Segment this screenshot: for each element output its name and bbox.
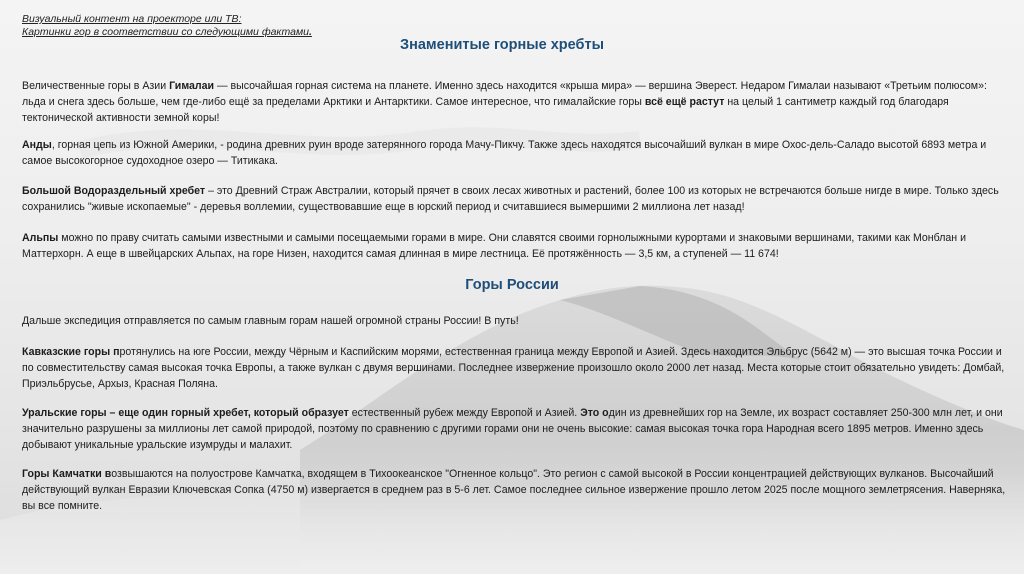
heading-russia-mountains: Горы России <box>465 277 559 293</box>
text: — высочайшая горная система на планете. Именно здесь находится «крыша мира» — вершина Эверест. Недаром Гималаи называют «Третьим полюсом»: льда и снега здесь больше, чем где-либо ещё за пределами Арктики и Антарктики. Самое интересное, что гималайские горы <box>22 80 987 108</box>
text: Величественные горы в Азии <box>22 80 170 92</box>
bold-text: всё ещё растут <box>644 95 725 108</box>
note-line-1: Визуальный контент на проекторе или ТВ: <box>22 13 242 25</box>
paragraph-kamchatka <box>22 467 1007 514</box>
text: дин из древнейших гор на Земле, их возраст составляет 250-300 млн лет, и они значительно разрушены за миллионы лет самой природой, поэтому по сравнению с другими горами они не очень высокие: самая высокая точка гора Народная всего 1895 метров. Именно здесь добывают уникальные уральские изумруды и малахит. <box>22 407 1003 451</box>
paragraph-himalayas <box>22 79 1007 126</box>
paragraph-great-dividing-range <box>22 184 1007 216</box>
bold-text: Это о <box>580 407 609 419</box>
text: , горная цепь из Южной Америки, - родина древних руин вроде затерянного города Мачу-Пикчу. Также здесь находятся высочайший вулкан в мире Охос-дель-Саладо высотой 6893 метра и самое высокогорное судоходное озеро — Титикака. <box>22 139 987 167</box>
text: Дальше экспедиция отправляется по самым главным горам нашей огромной страны России! В путь! <box>22 315 519 327</box>
text: ротянулись на юге России, между Чёрным и Каспийским морями, естественная граница между Европой и Азией. Здесь находится Эльбрус (5642 м) — это высшая точка России и по совместительству самая высокая точка Европы, а также вулкан с двумя вершинами. Последнее извержение произошло около 2000 лет назад. Места которые стоит обязательно увидеть: Домбай, Приэльбрусье, Архыз, Красная Поляна. <box>22 346 1005 390</box>
paragraph-caucasus <box>22 345 1007 392</box>
paragraph-expedition <box>22 314 1007 330</box>
bold-text: Уральские горы – еще один горный хребет, который образует <box>22 407 349 419</box>
note-line-2-end: . <box>309 26 312 38</box>
bold-text: Кавказские горы п <box>22 346 120 358</box>
text: можно по праву считать самыми известными и самыми посещаемыми горами в мире. Они славятся своими горнолыжными курортами и знаковыми вершинами, такими как Монблан и Маттерхорн. А еще в швейцарских Альпах, на горе Низен, находится самая длинная в мире лестница. Её протяжённость — 3,5 км, а ступеней — 11 674! <box>22 232 967 260</box>
text: озвышаются на полуострове Камчатка, входящем в Тихоокеанское "Огненное кольцо". Это регион с самой высокой в России концентрацией действующих вулканов. Высочайший действующий вулкан Евразии Ключевская Сопка (4750 м) извергается в среднем раз в 5-6 лет. Самое последнее сильное извержение прошло летом 2025 после мощного землетрясения. Наверняка, вы все помните. <box>22 468 1006 512</box>
bold-text: Гималаи <box>169 80 215 92</box>
text: – это Древний Страж Австралии, который прячет в своих лесах животных и растений, более 100 из которых не встречаются больше нигде в мире. Только здесь сохранились "живые ископаемые" - деревья воллемии, существовавшие еще в юрский период и считавшиеся вымершими 2 миллиона лет назад! <box>22 185 999 213</box>
bold-text: Альпы <box>22 232 59 244</box>
bold-text: Большой Водораздельный хребет <box>22 185 206 197</box>
bold-text: Горы Камчатки в <box>22 468 112 480</box>
paragraph-alps <box>22 231 1007 263</box>
paragraph-urals <box>22 406 1007 453</box>
text: естественный рубеж между Европой и Азией. <box>348 407 581 419</box>
note-line-2-text: Картинки гор в соответствии со следующими фактами <box>22 26 310 38</box>
bold-text: Анды <box>22 139 52 151</box>
paragraph-andes <box>22 138 1007 170</box>
heading-famous-ranges: Знаменитые горные хребты <box>400 37 604 53</box>
text: на целый 1 сантиметр каждый год благодаря тектонической активности земной коры! <box>22 95 949 124</box>
presenter-note <box>22 13 312 39</box>
